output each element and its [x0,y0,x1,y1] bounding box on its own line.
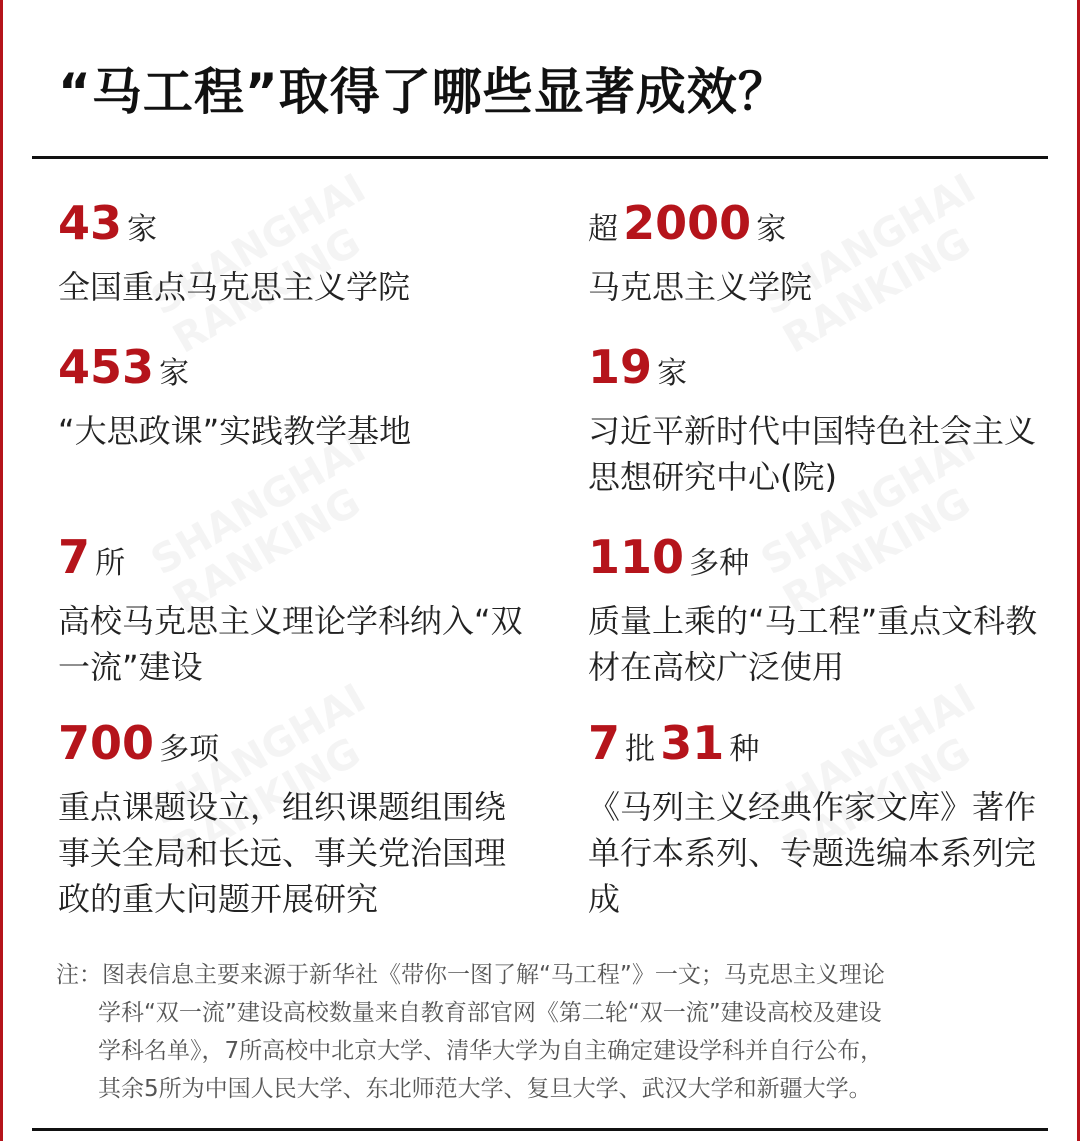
stat-item [58,530,528,690]
stat-number-secondary: 31 [660,716,725,770]
note-label: 注： [56,962,102,988]
stat-headline [58,196,528,250]
note-text: 图表信息主要来源于新华社《带你一图了解“马工程”》一文；马克思主义理论 [102,962,885,988]
stat-item [588,530,1048,690]
note-line-4: 其余5所为中国人民大学、东北师范大学、复旦大学、武汉大学和新疆大学。 [98,1076,872,1102]
title-divider [32,156,1048,159]
source-note [56,956,1036,1108]
page-title: “马工程”取得了哪些显著成效？ [58,63,789,121]
stat-number: 7 [588,716,621,770]
stat-description: 马克思主义学院 [588,268,813,306]
stat-number: 43 [58,196,123,250]
stat-item [58,716,528,922]
stat-description: 全国重点马克思主义学院 [58,268,411,306]
stat-unit-secondary: 种 [729,732,760,767]
stat-description: “大思政课”实践教学基地 [58,412,412,450]
stat-description: 习近平新时代中国特色社会主义思想研究中心(院) [588,412,1037,496]
stat-headline [588,530,1048,584]
bottom-divider [32,1128,1048,1131]
stat-item [588,716,1048,922]
stat-description: 质量上乘的“马工程”重点文科教材在高校广泛使用 [588,602,1038,686]
stat-unit: 家 [127,212,158,247]
stat-number: 19 [588,340,653,394]
stat-unit: 多种 [689,546,750,581]
stat-unit: 家 [159,356,190,391]
stat-number: 700 [58,716,155,770]
stat-number: 110 [588,530,685,584]
stat-number: 7 [58,530,91,584]
stat-unit: 批 [625,732,656,767]
stat-description: 《马列主义经典作家文库》著作单行本系列、专题选编本系列完成 [588,788,1037,918]
note-line-1 [56,956,1036,994]
stat-number: 2000 [623,196,752,250]
left-border [0,0,3,1141]
stat-headline [58,530,528,584]
stat-headline [58,340,528,394]
stat-unit: 所 [95,546,126,581]
stat-headline [588,196,1048,250]
stat-item [58,196,528,310]
stat-unit: 家 [756,212,787,247]
stat-number: 453 [58,340,155,394]
stat-headline [588,340,1048,394]
stat-unit: 多项 [159,732,220,767]
stat-prefix: 超 [588,212,618,247]
stat-headline [588,716,1048,770]
stat-item [588,196,1048,310]
stat-item [58,340,528,454]
note-line-3: 学科名单》，7所高校中北京大学、清华大学为自主确定建设学科并自行公布， [98,1038,884,1064]
stat-unit: 家 [657,356,688,391]
stat-description: 高校马克思主义理论学科纳入“双一流”建设 [58,602,523,686]
stat-item [588,340,1048,500]
stat-description: 重点课题设立，组织课题组围绕事关全局和长远、事关党治国理政的重大问题开展研究 [58,788,507,918]
stat-headline [58,716,528,770]
note-line-2: 学科“双一流”建设高校数量来自教育部官网《第二轮“双一流”建设高校及建设 [98,1000,882,1026]
